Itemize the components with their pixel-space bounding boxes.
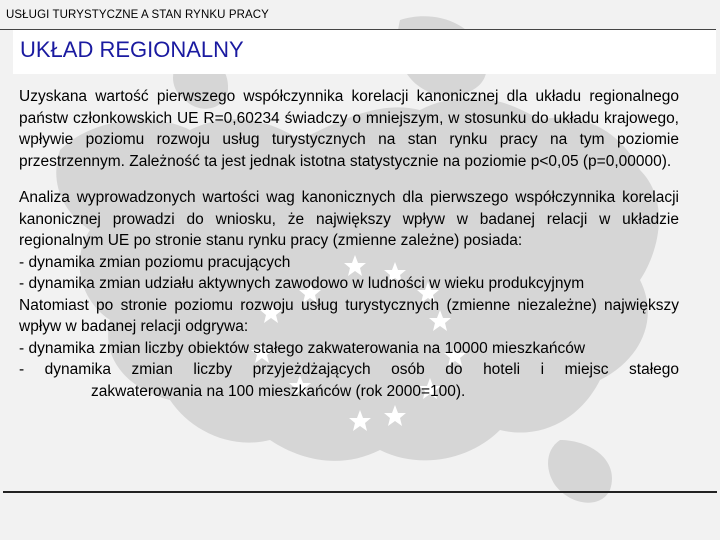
analysis-intro: Analiza wyprowadzonych wartości wag kanonicznych dla pierwszego współczynnika korelacji kanonicznej prowadzi do wniosku, że największy wpływ w badanej relacji w układzie regionalnym UE po stronie stanu rynku pracy (zmienne zależne) posiada: (19, 189, 679, 249)
slide-title: UKŁAD REGIONALNY (20, 37, 244, 62)
list-item: - dynamika zmian liczby przyjeżdżających osób do hoteli i miejsc stałego (19, 361, 679, 378)
analysis-middle: Natomiast po stronie poziomu rozwoju usług turystycznych (zmienne niezależne) największy wpływ w badanej relacji odgrywa: (19, 296, 679, 335)
header-title: USŁUGI TURYSTYCZNE A STAN RYNKU PRACY (6, 9, 269, 21)
bottom-divider (3, 491, 717, 493)
slide-content (19, 86, 679, 402)
list-item: - dynamika zmian udziału aktywnych zawodowo w ludności w wieku produkcyjnym (19, 275, 585, 292)
list-item: - dynamika zmian liczby obiektów stałego zakwaterowania na 10000 mieszkańców (19, 339, 586, 357)
list-item: - dynamika zmian poziomu pracujących (19, 253, 291, 271)
paragraph-analysis (19, 187, 679, 402)
paragraph-correlation: Uzyskana wartość pierwszego współczynnika korelacji kanonicznej dla układu regionalnego państw członkowskich UE R=0,60234 świadczy o mniejszym, w stosunku do układu krajowego, wpływie poziomu rozwoju usług turystycznych na stan rynku pracy na tym poziomie przestrzennym. Zależność ta jest jednak istotna statystycznie na poziomie p<0,05 (p=0,00000). (19, 88, 679, 170)
header-divider (0, 29, 716, 30)
list-item-continuation: zakwaterowania na 100 mieszkańców (rok 2000=100). (91, 382, 466, 400)
